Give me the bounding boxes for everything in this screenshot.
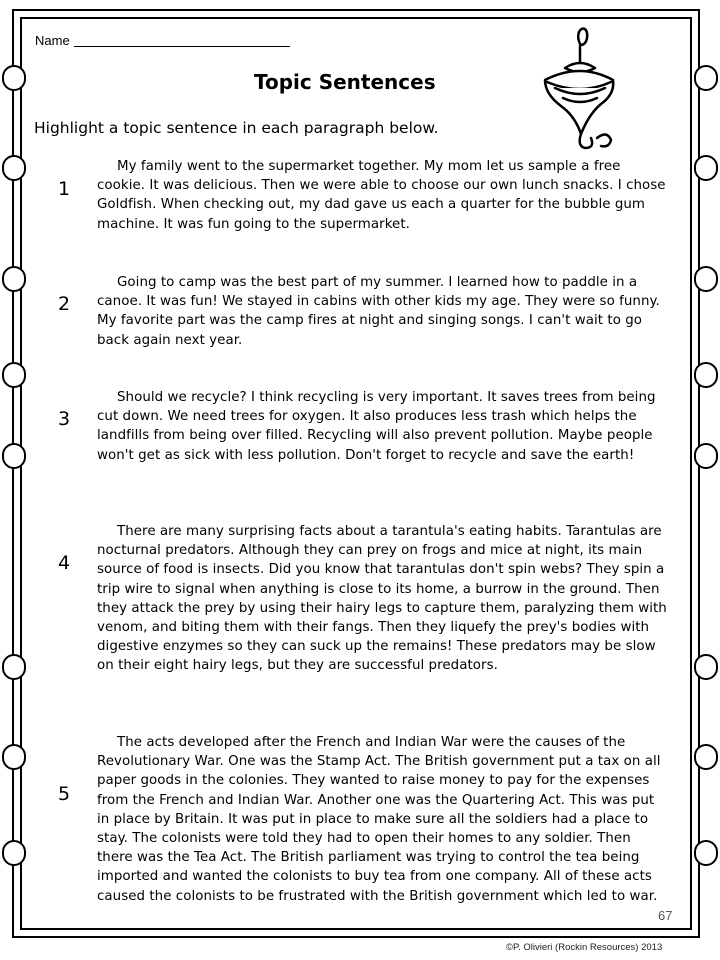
binder-tab [2,155,26,181]
binder-tab [2,654,26,680]
paragraph-text[interactable]: There are many surprising facts about a tarantula's eating habits. Tarantulas are nocturnal predators. Although they can prey on frogs and mice at night, its main source of food is insects. Did you know that tarantulas don't spin webs? They spin a trip wire to signal when anything is close to its home, a burrow in the ground. Then they attack the prey by using their hairy legs to capture them, paralyzing them with venom, and biting them with their fangs. Then they liquefy the prey's bodies with digestive enzymes so they can suck up the remains! These predators may be slow on their eight hairy legs, but they are successful predators. [97,524,667,674]
name-field[interactable] [35,33,290,48]
binder-tab [2,443,26,469]
binder-tab [2,266,26,292]
binder-tab [2,840,26,866]
name-label: Name [35,33,70,48]
binder-tab [694,266,718,292]
paragraph-number: 3 [57,408,71,430]
paragraph-number: 1 [57,178,71,200]
copyright-notice: ©P. Olivieri (Rockin Resources) 2013 [506,942,663,953]
paragraph-text[interactable]: Going to camp was the best part of my summer. I learned how to paddle in a canoe. It was fun! We stayed in cabins with other kids my age. They were so funny. My favorite part was the camp fires at night and singing songs. I can't wait to go back again next year. [97,275,660,348]
paragraph-number: 4 [57,552,71,574]
binder-tab [694,840,718,866]
spinning-top-icon [505,18,615,153]
binder-tab [694,443,718,469]
binder-tab [694,65,718,91]
name-blank-line[interactable] [74,46,290,47]
page-title: Topic Sentences [254,70,436,94]
binder-tab [2,362,26,388]
paragraph-text[interactable]: My family went to the supermarket together. My mom let us sample a free cookie. It was delicious. Then we were able to choose our own lunch snacks. I chose Goldfish. When checking out, my dad gave us each a quarter for the bubble gum machine. It was fun going to the supermarket. [97,159,666,232]
binder-tab [694,744,718,770]
page-number: 67 [658,908,673,923]
binder-tab [694,362,718,388]
binder-tab [694,155,718,181]
binder-tab [694,654,718,680]
paragraph-text[interactable]: Should we recycle? I think recycling is very important. It saves trees from being cut down. We need trees for oxygen. It also produces less trash which helps the landfills from being over filled. Recycling will also prevent pollution. Maybe people won't get as sick with less pollution. Don't forget to recycle and save the earth! [97,390,656,463]
paragraph-text[interactable]: The acts developed after the French and Indian War were the causes of the Revolutionary War. One was the Stamp Act. The British government put a tax on all paper goods in the colonies. They wanted to raise money to pay for the expenses from the French and Indian War. Another one was the Quartering Act. This was put in place by Britain. It was put in place to make sure all the soldiers had a place to stay. The colonists were told they had to open their homes to any soldier. Then there was the Tea Act. The British parliament was trying to control the tea being imported and wanted the colonists to buy tea from one company. All of these acts caused the colonists to be frustrated with the British government which led to war. [97,735,661,904]
instructions: Highlight a topic sentence in each paragraph below. [34,119,439,137]
paragraph-number: 2 [57,293,71,315]
paragraph-number: 5 [57,783,71,805]
binder-tab [2,65,26,91]
binder-tab [2,744,26,770]
